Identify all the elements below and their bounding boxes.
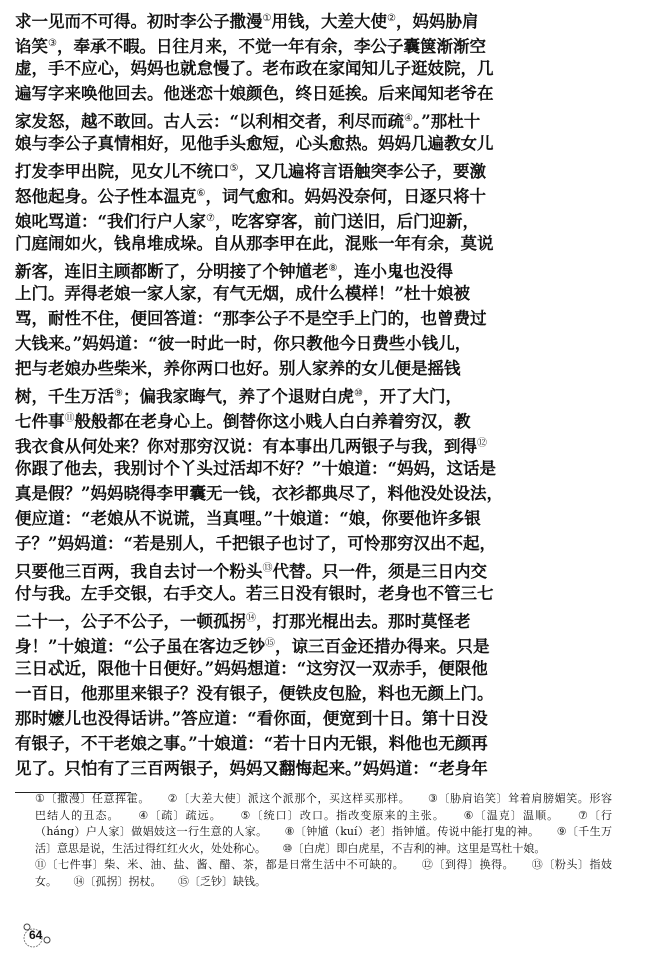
footnote-marker: ⑫ [477, 438, 487, 449]
footnote-marker: ⑤ [240, 808, 252, 822]
footnote-marker: ⑨ [114, 388, 123, 399]
text-line: 我衣食从何处来？你对那穷汉说：有本事出几两银子与我，到得⑫ [15, 437, 487, 456]
text-line: 娘与李公子真情相好，见他手头愈短，心头愈热。妈妈几遍教女儿 [15, 134, 494, 153]
footnote-marker: ⑨ [556, 825, 567, 838]
text-line: 打发李甲出院，见女儿不统口⑤，又几遍将言语触突李公子，要激 [15, 162, 486, 181]
footnote-marker: ② [386, 13, 396, 24]
text-line: 怒他起身。公子性本温克⑥，词气愈和。妈妈没奈何，日逐只将十 [15, 187, 486, 206]
text-line: 骂，耐性不住，便回答道：“那李公子不是空手上门的，也曾费过 [15, 309, 487, 328]
main-text [15, 6, 503, 781]
text-line: 有银子，不干老娘之事。”十娘道：“若十日内无银，料他也无颜再 [15, 734, 488, 753]
text-line: 只要他三百两，我自去讨一个粉头⑬代替。只一件，须是三日内交 [15, 562, 487, 581]
text-line: 树，千生万活⑨；偏我家晦气，养了个退财白虎⑩，开了大门， [15, 387, 462, 406]
text-line: 新客，连旧主顾都断了，分明接了个钟馗老⑧，连小鬼也没得 [15, 262, 453, 281]
text-line: 七件事⑪般般都在老身心上。倒替你这小贱人白白养着穷汉，教 [15, 412, 471, 431]
text-line: 身！”十娘道：“公子虽在客边乏钞⑮，谅三百金还措办得来。只是 [15, 637, 490, 656]
text-line: 把与老娘办些柴米，养你两口也好。别人家养的女儿便是摇钱 [15, 359, 461, 378]
footnote-marker: ① [35, 792, 46, 805]
footnote-marker: ⑬ [262, 563, 273, 574]
text-line: 那时嬷儿也没得话讲。”答应道：“看你面，便宽到十日。第十日没 [15, 709, 488, 728]
footnote-marker: ⑩ [282, 841, 293, 855]
footnote-marker: ⑪ [64, 413, 75, 424]
footnote-line: 女。 ⑭〔孤拐〕拐杖。 ⑮〔乏钞〕缺钱。 [35, 874, 266, 888]
footnote-marker: ⑮ [264, 638, 275, 649]
text-line: 谄笑③，奉承不暇。日往月来，不觉一年有余，李公子囊箧渐渐空 [15, 37, 486, 56]
text-line: 上门。弄得老娘一家人家，有气无烟，成什么模样！”杜十娘被 [15, 284, 470, 303]
footnote-line: （háng）户人家〕做娼妓这一行生意的人家。 ⑧〔钟馗（kuí）老〕指钟馗。传说中能打鬼的神。 ⑨〔千生万 [35, 825, 612, 838]
text-line: 门庭闹如火，钱帛堆成垛。自从那李甲在此，混账一年有余，莫说 [15, 234, 494, 253]
footnotes [35, 791, 612, 890]
page-number-ornament [20, 922, 54, 950]
footnote-line: ⑪〔七件事〕柴、米、油、盐、酱、醋、茶，都是日常生活中不可缺的。 ⑫〔到得〕换得。 ⑬〔粉头〕指妓 [35, 858, 613, 871]
footnote-marker: ② [167, 792, 179, 805]
footnote-marker: ⑫ [421, 858, 434, 871]
footnote-marker: ⑥ [463, 808, 475, 822]
text-line: 遍写字来唤他回去。他迷恋十娘颜色，终日延挨。后来闻知老爷在 [15, 84, 494, 103]
footnote-marker: ④ [138, 808, 150, 822]
footnote-marker: ⑧ [284, 825, 295, 838]
footnote-line: 活〕意思是说，生活过得红红火火，处处称心。 ⑩〔白虎〕即白虎星，不吉利的神。这里是骂杜十娘。 [35, 841, 546, 855]
footnote-line: ①〔撒漫〕任意挥霍。 ②〔大差大使〕派这个派那个，买这样买那样。 ③〔胁肩谄笑〕耸着肩膀媚笑。形容 [35, 792, 613, 805]
footnote-marker: ④ [404, 113, 413, 124]
footnote-marker: ① [262, 13, 272, 24]
footnote-marker: ⑪ [35, 858, 47, 871]
text-line: 见了。只怕有了三百两银子，妈妈又翻悔起来。”妈妈道：“老身年 [15, 759, 488, 778]
text-line: 求一见而不可得。初时李公子撒漫①用钱，大差大使②，妈妈胁肩 [15, 12, 479, 31]
text-line: 大钱来。”妈妈道：“彼一时此一时，你只教他今日费些小钱儿， [15, 334, 472, 353]
text-line: 三日忒近，限他十日便好。”妈妈想道：“这穷汉一双赤手，便限他 [15, 659, 488, 678]
text-line: 娘叱骂道：“我们行户人家⑦，吃客穿客，前门送旧，后门迎新， [15, 212, 479, 231]
footnote-marker: ③ [428, 792, 439, 805]
footnote-marker: ⑩ [353, 388, 363, 399]
footnote-line: 巴结人的丑态。 ④〔疏〕疏远。 ⑤〔统口〕改口。指改变原来的主张。 ⑥〔温克〕温顺。 ⑦〔行 [35, 808, 613, 822]
footnote-marker: ⑤ [229, 163, 239, 174]
text-line: 付与我。左手交银，右手交人。若三日没有银时，老身也不管三七 [15, 584, 494, 603]
footnote-marker: ⑭ [73, 874, 85, 888]
footnote-marker: ⑦ [206, 213, 215, 224]
footnote-marker: ⑦ [577, 808, 589, 822]
footnote-marker: ③ [48, 38, 57, 49]
text-line: 便应道：“老娘从不说谎，当真哩。”十娘道：“娘，你要他许多银 [15, 509, 481, 528]
text-line: 虚，手不应心，妈妈也就怠慢了。老布政在家闻知儿子逛妓院，几 [15, 59, 494, 78]
footnote-marker: ⑮ [178, 874, 189, 888]
page-number: 64 [29, 928, 43, 942]
footnote-marker: ⑧ [328, 263, 338, 274]
text-line: 子？”妈妈道：“若是别人，千把银子也讨了，可怜那穷汉出不起， [15, 534, 496, 553]
text-line: 一百日，他那里来银子？没有银子，便铁皮包脸，料也无颜上门。 [15, 684, 494, 703]
footnote-marker: ⑥ [196, 188, 206, 199]
footnote-marker: ⑬ [531, 858, 544, 871]
text-line: 你跟了他去，我别讨个丫头过活却不好？”十娘道：“妈妈，这话是 [15, 459, 496, 478]
text-line: 家发怒，越不敢回。古人云：“以利相交者，利尽而疏④。”那杜十 [15, 112, 481, 131]
footnote-marker: ⑭ [246, 613, 256, 624]
text-line: 二十一，公子不公子，一顿孤拐⑭，打那光棍出去。那时莫怪老 [15, 612, 471, 631]
text-line: 真是假？”妈妈晓得李甲囊无一钱，衣衫都典尽了，料他没处设法， [15, 484, 503, 503]
